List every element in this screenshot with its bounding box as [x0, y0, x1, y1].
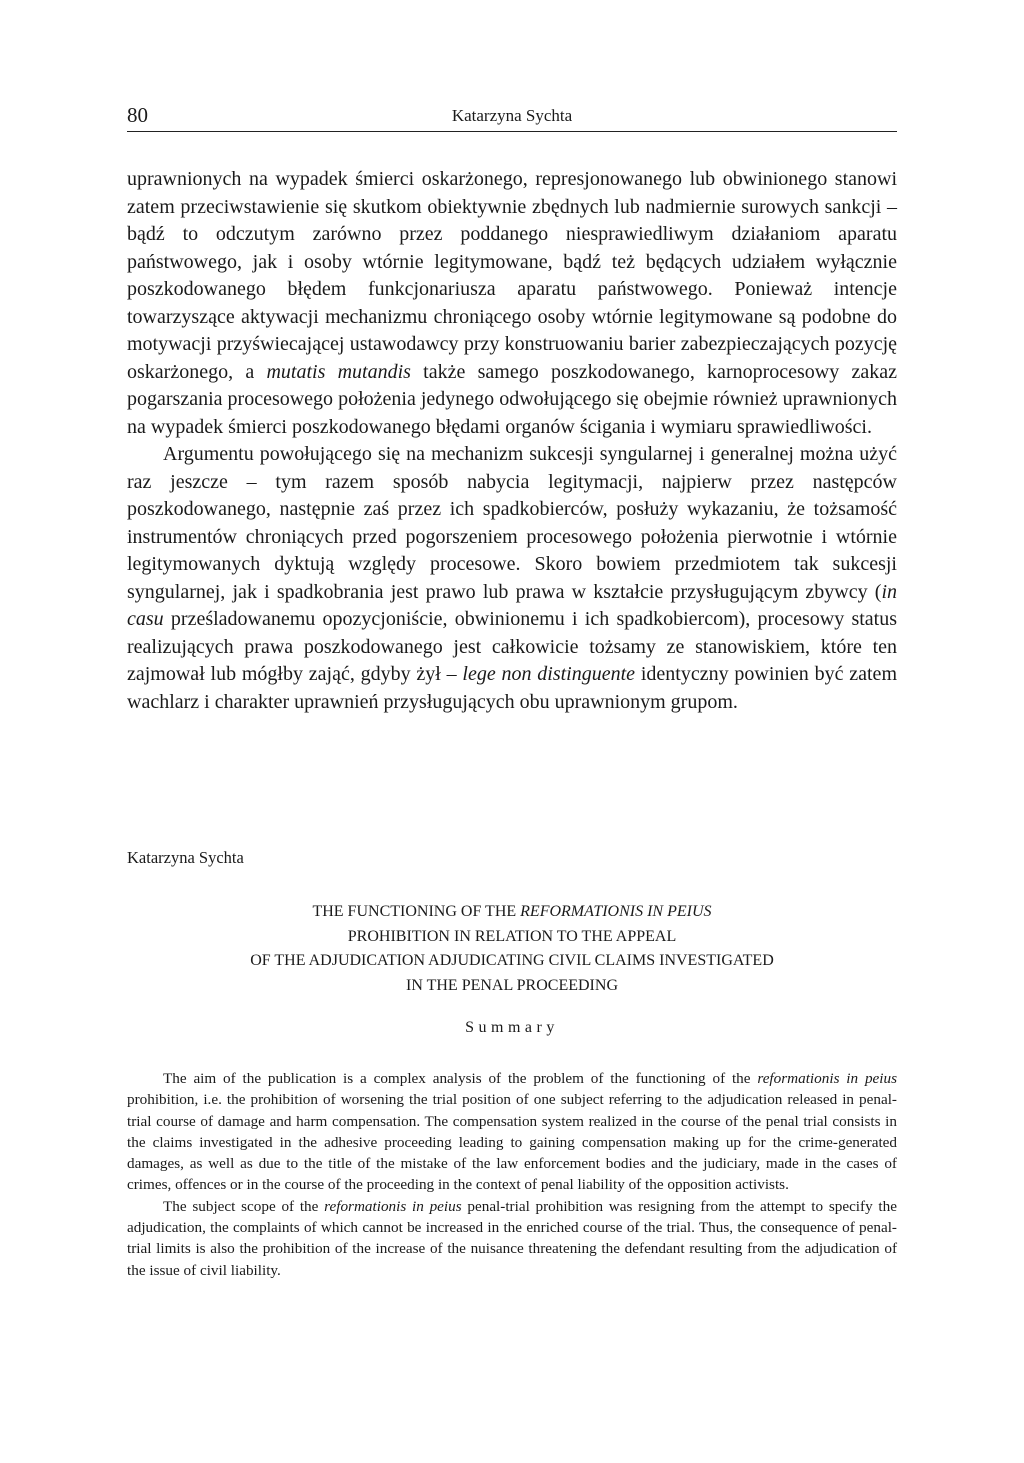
italic-term: mutatis mutandis	[266, 360, 411, 383]
title-line-2: PROHIBITION IN RELATION TO THE APPEAL	[347, 927, 677, 945]
english-title	[127, 900, 897, 998]
text-run: także samego poszkodowanego, karnoprocesowy zakaz pogarszania procesowego położenia jedynego odwołującego się obejmie również uprawnionych na wypadek śmierci poszkodowanego błędami organów ścigania i wymiaru sprawiedliwości.	[127, 360, 897, 438]
italic-term: REFORMATIONIS IN PEIUS	[520, 903, 712, 920]
text-run: prohibition, i.e. the prohibition of worsening the trial position of one subject referring to the adjudication released in penal-trial course of damage and harm compensation. The compensation system realized in the course of the penal trial consists in the claims investigated in the adhesive proceeding leading to gaining compensation making up for the crime-generated damages, as well as due to the title of the mistake of the law enforcement bodies and the judiciary, made in the cases of crimes, offences or in the course of the proceeding in the context of penal liability of the opposition activists.	[127, 1091, 897, 1194]
text-run: uprawnionych na wypadek śmierci oskarżonego, represjonowanego lub obwinionego stanowi zatem przeciwstawienie się skutkom obiektywnie zbędnych lub nadmiernie surowych sankcji – bądź to odczutym zarówno przez poddanego niesprawiedliwym działaniom aparatu państwowego, jak i osoby wtórnie legitymowane, bądź też będących udziałem wyłącznie poszkodowanego błędem funkcjonariusza aparatu państwowego. Ponieważ intencje towarzyszące aktywacji mechanizmu chroniącego osoby wtórnie legitymowane są podobne do motywacji przyświecającej ustawodawcy przy konstruowaniu barier zabezpieczających pozycję oskarżonego, a	[127, 168, 897, 383]
abstract-paragraph-1	[127, 1068, 897, 1196]
italic-term: reformationis in peius	[324, 1197, 462, 1215]
main-text	[127, 166, 897, 716]
text-run: THE FUNCTIONING OF THE	[312, 903, 521, 920]
abstract-paragraph-2	[127, 1196, 897, 1281]
text-run: penal-trial prohibition was resigning from the attempt to specify the adjudication, the complaints of which cannot be increased in the enriched course of the trial. Thus, the consequence of penal-trial limits is also the prohibition of the increase of the nuisance threatening the defendant resulting from the adjudication of the issue of civil liability.	[127, 1197, 897, 1279]
title-line-3: OF THE ADJUDICATION ADJUDICATING CIVIL CLAIMS INVESTIGATED	[250, 952, 774, 969]
text-run: identyczny powinien być zatem wachlarz i charakter uprawnień przysługujących obu uprawnionym grupom.	[127, 663, 897, 713]
text-run: The aim of the publication is a complex analysis of the problem of the functioning of the	[163, 1070, 758, 1087]
page-header	[127, 101, 897, 132]
running-head: Katarzyna Sychta	[451, 106, 573, 125]
title-line-1	[127, 900, 897, 925]
italic-term: in casu	[127, 580, 897, 630]
text-run: The subject scope of the	[163, 1197, 325, 1215]
text-run: prześladowanemu opozycjoniście, obwinionemu i ich spadkobiercom), procesowy status realizujących prawa poszkodowanego jest całkowicie tożsamy ze stanowiskiem, które ten zajmował lub mógłby zająć, gdyby żył –	[127, 608, 897, 685]
summary-heading: Summary	[465, 1019, 559, 1036]
main-paragraph-2	[127, 441, 897, 716]
text-run: Argumentu powołującego się na mechanizm sukcesji syngularnej i generalnej można użyć raz jeszcze – tym razem sposób nabycia legitymacji, najpierw przez następców poszkodowanego, następnie zaś przez ich spadkobierców, posłuży wykazaniu, że tożsamość instrumentów chroniących przed pogorszeniem procesowego położenia pierwotnie i wtórnie legitymowanych dyktują względy procesowe. Skoro bowiem przedmiotem tak sukcesji syngularnej, jak i spadkobrania jest prawo lub prawa w kształcie przysługującym zbywcy (	[127, 443, 897, 603]
abstract	[127, 1068, 897, 1281]
summary-author: Katarzyna Sychta	[127, 848, 244, 867]
italic-term: reformationis in peius	[757, 1070, 897, 1087]
title-line-4: IN THE PENAL PROCEEDING	[406, 976, 618, 994]
italic-term: lege non distinguente	[462, 663, 636, 685]
main-paragraph-1	[127, 166, 897, 441]
page-number: 80	[127, 103, 148, 127]
